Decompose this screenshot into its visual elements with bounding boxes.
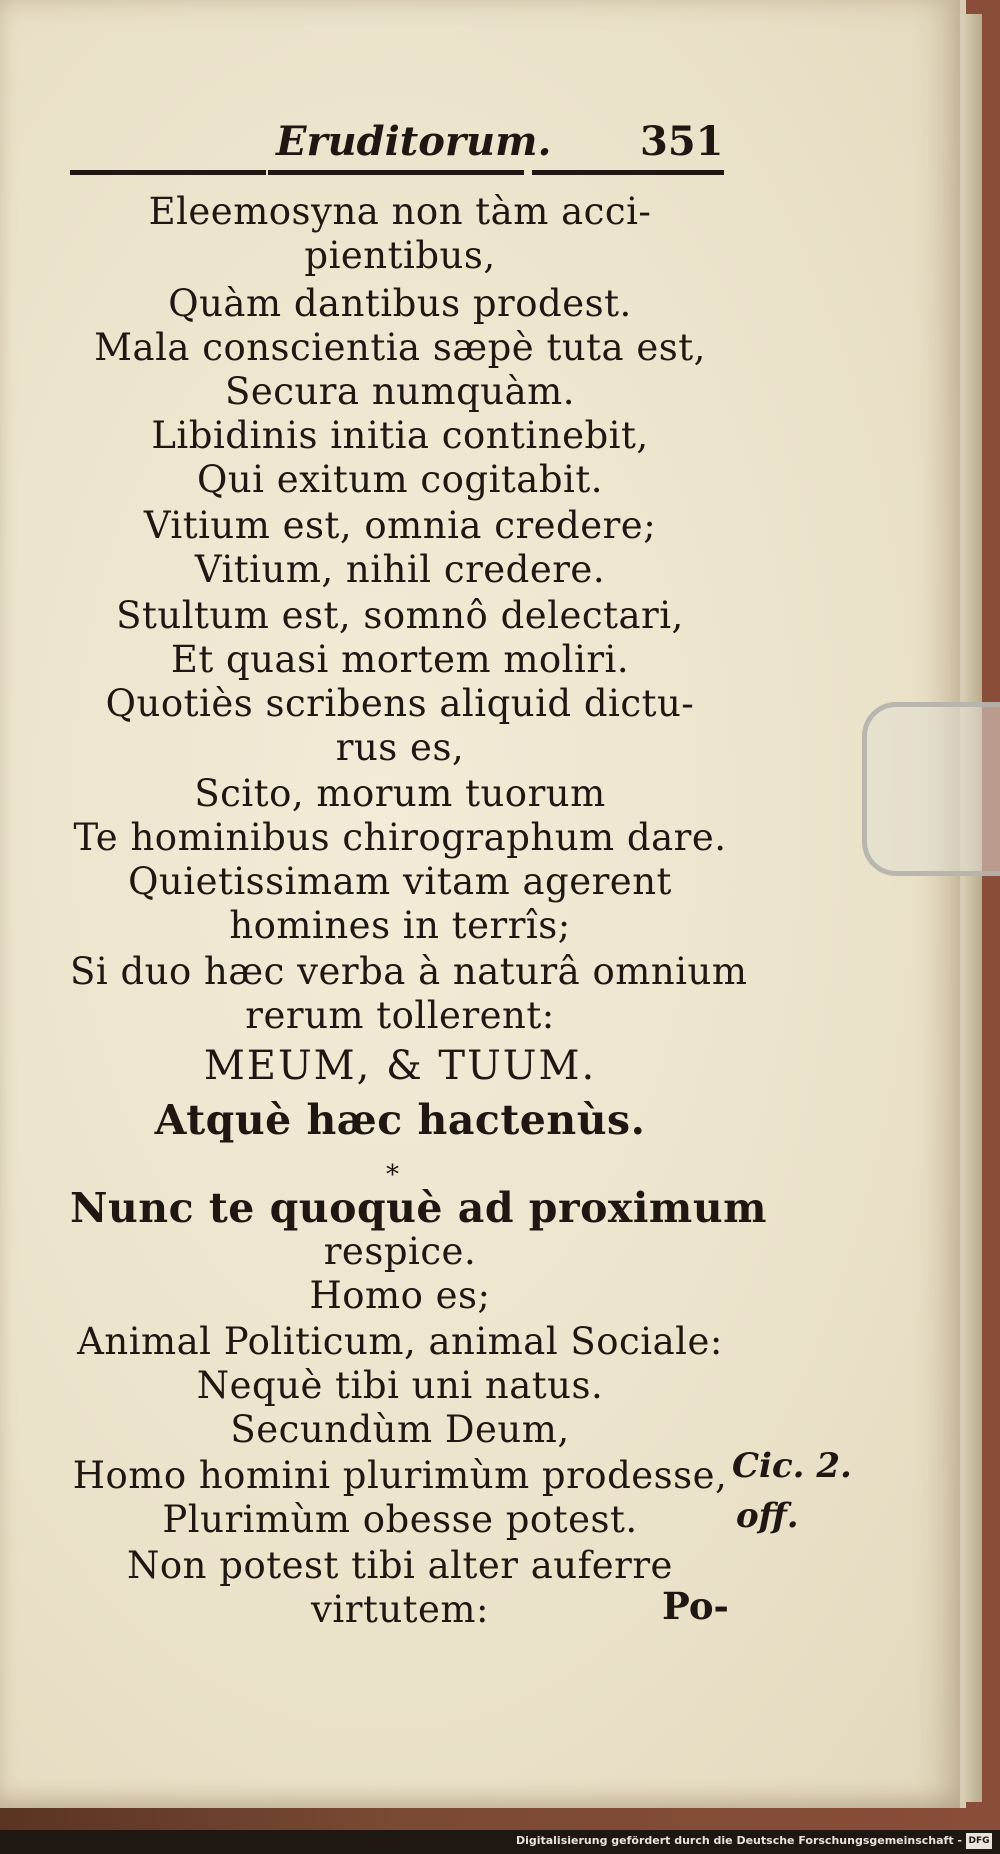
text-line: Atquè hæc hactenùs. [154, 1096, 646, 1144]
running-head: Eruditorum. [276, 118, 552, 165]
text-line: Et quasi mortem moliri. [170, 638, 630, 681]
page-fore-edge [962, 14, 982, 1802]
text-line: Quàm dantibus prodest. [168, 282, 632, 325]
text-line: Quietissimam vitam agerent [128, 860, 672, 903]
text-line: Stultum est, somnô delectari, [116, 594, 684, 637]
header-rule-middle [268, 170, 524, 175]
text-line: Quotiès scribens aliquid dictu- [105, 682, 695, 725]
text-line: rus es, [335, 726, 465, 769]
text-line: Vitium, nihil credere. [194, 548, 606, 591]
header-rule-left [70, 170, 266, 175]
text-line: pientibus, [304, 234, 496, 277]
text-line: Qui exitum cogitabit. [197, 458, 603, 501]
text-line: Libidinis initia continebit, [151, 414, 649, 457]
text-line: Non potest tibi alter auferre [127, 1544, 673, 1587]
text-line: Secura numquàm. [225, 370, 575, 413]
text-line: Secundùm Deum, [230, 1408, 570, 1451]
text-line: Nequè tibi uni natus. [196, 1364, 604, 1407]
text-line: virtutem: [311, 1588, 489, 1631]
catchword: Po- [662, 1584, 729, 1628]
footer-credit: Digitalisierung gefördert durch die Deutsche Forschungsgemeinschaft - [515, 1834, 962, 1847]
text-line: Animal Politicum, animal Sociale: [77, 1320, 723, 1363]
text-line: Scito, morum tuorum [194, 772, 606, 815]
text-line: Nunc te quoquè ad proximum [70, 1184, 768, 1232]
dfg-logo: DFG [966, 1833, 992, 1849]
text-line: Vitium est, omnia credere; [143, 504, 657, 547]
text-line: rerum tollerent: [245, 994, 555, 1037]
text-line: Si duo hæc verba à naturâ omnium [70, 950, 748, 993]
text-line: Eleemosyna non tàm acci- [148, 190, 652, 233]
text-line: Plurimùm obesse potest. [162, 1498, 638, 1541]
text-line: Homo homini plurimùm prodesse, [72, 1454, 728, 1497]
text-line: Te hominibus chirographum dare. [73, 816, 727, 859]
marginal-note-off: off. [736, 1496, 799, 1536]
marginal-note-citation: Cic. 2. [732, 1446, 852, 1486]
text-line: Mala conscientia sæpè tuta est, [94, 326, 706, 369]
text-line: MEUM, & TUUM. [203, 1043, 597, 1089]
page-number: 351 [640, 118, 724, 165]
text-line: respice. [323, 1230, 477, 1273]
text-line: homines in terrîs; [229, 904, 571, 947]
page-clip-tab [862, 702, 1000, 876]
asterisk-mark: * [386, 1160, 399, 1190]
text-line: Homo es; [309, 1274, 491, 1317]
header-rule-right [532, 170, 724, 175]
